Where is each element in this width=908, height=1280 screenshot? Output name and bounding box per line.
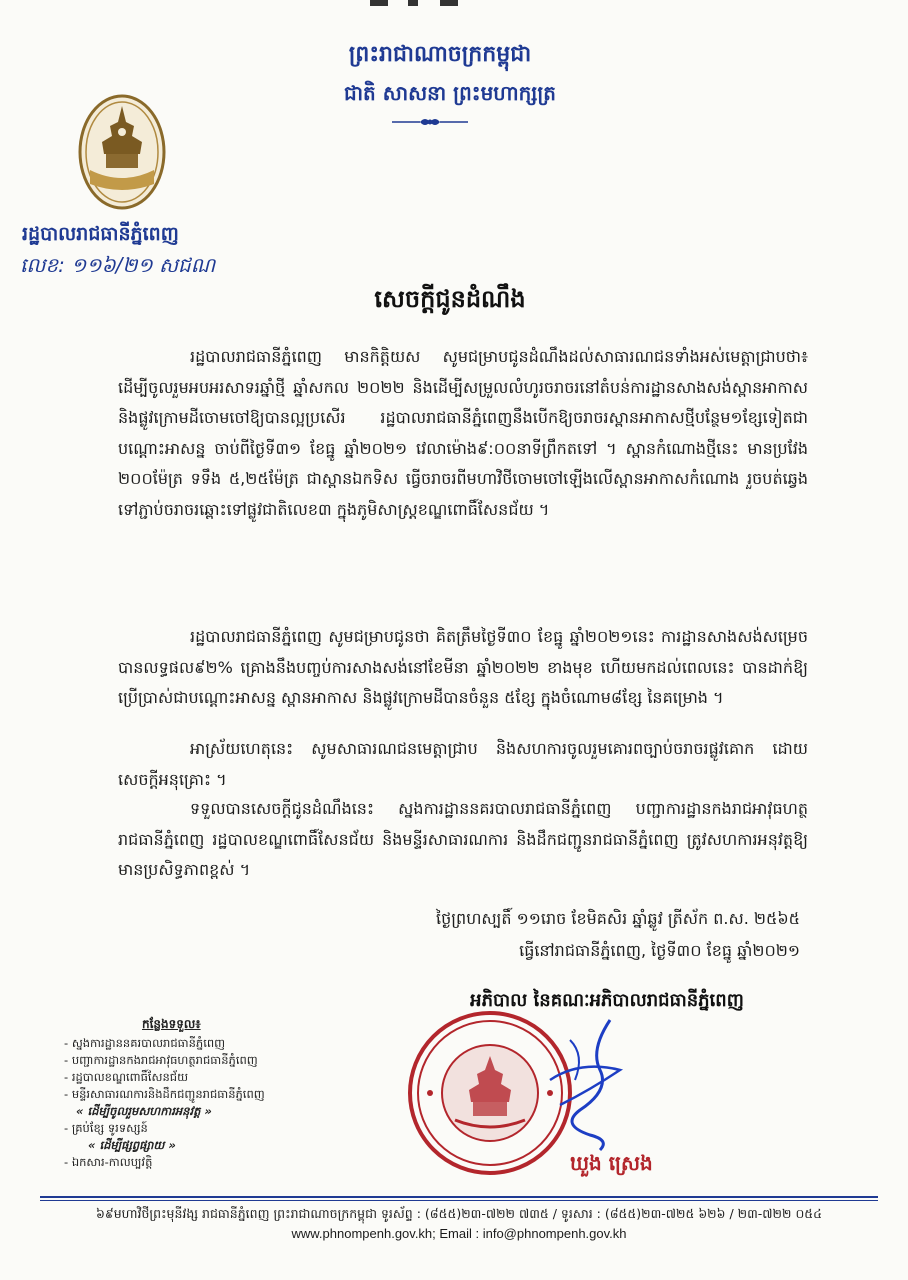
list-item: - បញ្ជាការដ្ឋានកងរាជអាវុធហត្ថរាជធានីភ្នំពេញ xyxy=(64,1052,374,1069)
issuing-authority: រដ្ឋបាលរាជធានីភ្នំពេញ xyxy=(22,223,179,245)
signatory-title: អភិបាល នៃគណៈអភិបាលរាជធានីភ្នំពេញ xyxy=(470,990,744,1011)
list-item: - គ្រប់ខ្សែ ទូរទស្សន៍ xyxy=(64,1120,374,1137)
signatory-name: ឃួង ស្រេង xyxy=(570,1151,653,1175)
list-item: - ស្នងការដ្ឋាននគរបាលរាជធានីភ្នំពេញ xyxy=(64,1035,374,1052)
handwritten-signature-icon xyxy=(530,1010,640,1160)
paragraph-3: អាស្រ័យហេតុនេះ សូមសាធារណជនមេត្តាជ្រាប និងសហការចូលរួមគោរពច្បាប់ចរាចរផ្លូវគោក ដោយសេចក្តីអនុគ្រោះ ។ xyxy=(118,739,808,789)
divider-ornament-icon xyxy=(390,114,470,130)
recipients-note: « ដើម្បីផ្សព្វផ្សាយ » xyxy=(88,1138,176,1152)
footer-divider xyxy=(40,1200,878,1201)
kingdom-heading: ព្រះរាជាណាចក្រកម្ពុជា xyxy=(348,42,532,67)
national-motto: ជាតិ សាសនា ព្រះមហាក្សត្រ xyxy=(344,81,556,105)
reference-number: លេខ: ១១៦/២១ សជណ xyxy=(20,253,216,277)
paragraph-4: ទទួលបានសេចក្តីជូនដំណឹងនេះ ស្នងការដ្ឋាននគរបាលរាជធានីភ្នំពេញ បញ្ជាការដ្ឋានកងរាជអាវុធហត្ថរាជធានីភ្នំពេញ រដ្ឋបាលខណ្ឌពោធិ៍សែនជ័យ និងមន្ទីរសាធារណការ និងដឹកជញ្ជូនរាជធានីភ្នំពេញ ត្រូវសហការអនុវត្តឱ្យមានប្រសិទ្ធភាពខ្ពស់ ។ xyxy=(118,799,808,880)
list-item: - រដ្ឋបាលខណ្ឌពោធិ៍សែនជ័យ xyxy=(64,1069,374,1086)
footer-address: ៦៩មហាវិថីព្រះមុនីវង្ស រាជធានីភ្នំពេញ ព្រះរាជាណាចក្រកម្ពុជា ទូរស័ព្ទ : (៨៥៥)២៣-៧២២ ៧៣៥ / ទូរសារ : (៨៥៥)២៣-៧២៥ ៦២៦ / ២៣-៧២២ ០៥៤ xyxy=(96,1206,822,1221)
recipients-title: កន្លែងទទួល៖ xyxy=(142,1017,201,1031)
top-ornament-icon xyxy=(360,0,480,10)
footer-divider xyxy=(40,1196,878,1198)
footer-contact: www.phnompenh.gov.kh; Email : info@phnompenh.gov.kh xyxy=(291,1226,627,1241)
list-item: - ឯកសារ-កាលប្បវត្តិ xyxy=(64,1154,374,1171)
phnom-penh-emblem-icon xyxy=(76,92,168,212)
recipients-list xyxy=(64,1016,374,1171)
document-title: សេចក្តីជូនដំណឹង xyxy=(374,285,526,313)
paragraph-2: រដ្ឋបាលរាជធានីភ្នំពេញ សូមជម្រាបជូនថា គិតត្រឹមថ្ងៃទី៣០ ខែធ្នូ ឆ្នាំ២០២១នេះ ការដ្ឋានសាងសង់សម្រេចបានលទ្ធផល៩២% គ្រោងនឹងបញ្ចប់ការសាងសង់នៅខែមីនា ឆ្នាំ២០២២ ខាងមុខ ហើយមកដល់ពេលនេះ បានដាក់ឱ្យប្រើប្រាស់ជាបណ្តោះអាសន្ន ស្ពានអាកាស និងផ្លូវក្រោមដីបានចំនួន ៥ខ្សែ ក្នុងចំណោម៨ខ្សែ នៃគម្រោង ។ xyxy=(118,627,808,708)
lunar-date: ថ្ងៃព្រហស្បតិ៍ ១១រោច ខែមិគសិរ ឆ្នាំឆ្លូវ ត្រីស័ក ព.ស. ២៥៦៥ xyxy=(436,909,800,928)
solar-date: ធ្វើនៅរាជធានីភ្នំពេញ, ថ្ងៃទី៣០ ខែធ្នូ ឆ្នាំ២០២១ xyxy=(519,941,800,960)
recipients-note: « ដើម្បីចូលរួមសហការអនុវត្ត » xyxy=(76,1104,212,1118)
paragraph-1: រដ្ឋបាលរាជធានីភ្នំពេញ មានកិត្តិយស សូមជម្រាបជូនដំណឹងដល់សាធារណជនទាំងអស់មេត្តាជ្រាបថា៖ ដើម្បីចូលរួមអបអរសាទរឆ្នាំថ្មី ឆ្នាំសកល ២០២២ និងដើម្បីសម្រួលលំហូរចរាចរនៅតំបន់ការដ្ឋានសាងសង់ស្ពានអាកាស និងផ្លូវក្រោមដីចោមចៅឱ្យបានល្អប្រសើរ រដ្ឋបាលរាជធានីភ្នំពេញនឹងបើកឱ្យចរាចរស្ពានអាកាសថ្មីបន្ថែម១ខ្សែទៀតជាបណ្តោះអាសន្ន ចាប់ពីថ្ងៃទី៣១ ខែធ្នូ ឆ្នាំ២០២១ វេលាម៉ោង៩:០០នាទីព្រឹកតទៅ ។ ស្ពានកំណោងថ្មីនេះ មានប្រវែង ២០០ម៉ែត្រ ទទឹង ៥,២៥ម៉ែត្រ ជាស្ពានឯកទិស ធ្វើចរាចរពីមហាវិថីចោមចៅឡើងលើស្ពានអាកាសកំណោង រួចបត់ឆ្វេងទៅភ្ជាប់ចរាចរឆ្ពោះទៅផ្លូវជាតិលេខ៣ ក្នុងភូមិសាស្ត្រខណ្ឌពោធិ៍សែនជ័យ ។ xyxy=(118,347,808,519)
list-item: - មន្ទីរសាធារណការនិងដឹកជញ្ជូនរាជធានីភ្នំពេញ xyxy=(64,1086,374,1103)
